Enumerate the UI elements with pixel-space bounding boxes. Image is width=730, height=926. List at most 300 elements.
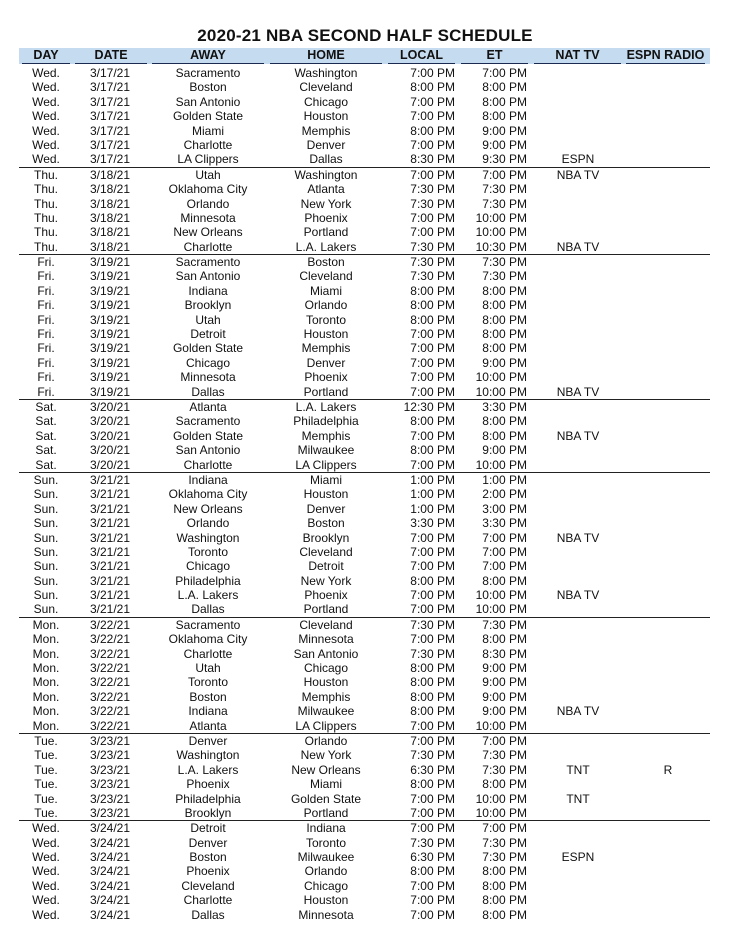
table-row bbox=[0, 255, 730, 269]
cell-et: 7:00 PM bbox=[482, 66, 527, 80]
cell-day: Wed. bbox=[32, 907, 60, 922]
cell-day: Fri. bbox=[37, 384, 55, 399]
cell-away: Sacramento bbox=[175, 66, 241, 80]
cell-et: 8:00 PM bbox=[482, 907, 527, 922]
cell-date: 3/21/21 bbox=[89, 602, 131, 617]
cell-home: Indiana bbox=[306, 821, 346, 836]
cell-local: 7:00 PM bbox=[410, 94, 455, 109]
cell-date: 3/24/21 bbox=[89, 893, 131, 908]
cell-away: Denver bbox=[188, 835, 228, 850]
cell-day: Thu. bbox=[33, 225, 58, 240]
cell-day: Mon. bbox=[32, 704, 60, 719]
cell-day: Wed. bbox=[32, 821, 60, 836]
cell-home: Detroit bbox=[308, 559, 344, 574]
cell-home: Houston bbox=[303, 675, 349, 690]
table-row bbox=[0, 443, 730, 457]
cell-date: 3/23/21 bbox=[89, 762, 131, 777]
cell-day: Wed. bbox=[32, 123, 60, 138]
cell-away: Dallas bbox=[191, 602, 225, 617]
cell-local: 7:00 PM bbox=[410, 370, 455, 385]
cell-day: Fri. bbox=[37, 341, 55, 356]
table-row bbox=[19, 240, 710, 255]
cell-date: 3/18/21 bbox=[89, 167, 131, 182]
cell-day: Wed. bbox=[32, 80, 60, 95]
table-row bbox=[0, 414, 730, 428]
cell-day: Sun. bbox=[33, 602, 59, 617]
cell-et: 3:00 PM bbox=[482, 501, 527, 516]
cell-date: 3/18/21 bbox=[89, 196, 131, 211]
column-header-local: LOCAL bbox=[388, 48, 455, 64]
cell-local: 7:30 PM bbox=[410, 748, 455, 763]
cell-home: Minnesota bbox=[298, 632, 354, 647]
cell-et: 3:30 PM bbox=[482, 516, 527, 531]
cell-date: 3/22/21 bbox=[89, 661, 131, 676]
cell-et: 10:00 PM bbox=[475, 718, 527, 733]
cell-local: 8:00 PM bbox=[410, 864, 455, 879]
cell-local: 1:00 PM bbox=[410, 501, 455, 516]
table-row bbox=[0, 647, 730, 661]
cell-local: 1:00 PM bbox=[410, 472, 455, 487]
cell-home: LA Clippers bbox=[295, 718, 357, 733]
table-row bbox=[0, 487, 730, 501]
cell-local: 3:30 PM bbox=[410, 516, 455, 531]
cell-et: 9:00 PM bbox=[482, 689, 527, 704]
table-row bbox=[0, 559, 730, 573]
cell-local: 6:30 PM bbox=[410, 762, 455, 777]
column-header-home: HOME bbox=[270, 48, 382, 64]
cell-home: Houston bbox=[303, 109, 349, 124]
cell-home: Cleveland bbox=[299, 617, 353, 632]
cell-away: Atlanta bbox=[189, 718, 227, 733]
cell-home: Denver bbox=[306, 355, 346, 370]
cell-home: Boston bbox=[307, 516, 345, 531]
table-row bbox=[0, 327, 730, 341]
cell-home: Chicago bbox=[303, 878, 349, 893]
cell-away: Sacramento bbox=[175, 414, 241, 429]
cell-et: 7:30 PM bbox=[482, 835, 527, 850]
cell-date: 3/17/21 bbox=[89, 137, 131, 152]
table-row bbox=[0, 748, 730, 762]
cell-day: Fri. bbox=[37, 255, 55, 270]
cell-tv: TNT bbox=[566, 762, 590, 777]
cell-home: Brooklyn bbox=[302, 530, 350, 545]
cell-day: Mon. bbox=[32, 718, 60, 733]
cell-date: 3/21/21 bbox=[89, 530, 131, 545]
schedule-table-body bbox=[0, 66, 730, 922]
cell-local: 8:00 PM bbox=[410, 704, 455, 719]
cell-local: 8:00 PM bbox=[410, 573, 455, 588]
cell-away: Utah bbox=[195, 661, 221, 676]
cell-away: Toronto bbox=[187, 544, 229, 559]
cell-date: 3/20/21 bbox=[89, 443, 131, 458]
cell-day: Wed. bbox=[32, 66, 60, 80]
cell-et: 7:30 PM bbox=[482, 748, 527, 763]
cell-local: 7:00 PM bbox=[410, 878, 455, 893]
cell-home: Phoenix bbox=[304, 210, 348, 225]
cell-away: Orlando bbox=[186, 516, 230, 531]
table-row bbox=[19, 152, 710, 167]
cell-away: Boston bbox=[189, 80, 227, 95]
table-row bbox=[0, 182, 730, 196]
cell-home: Milwaukee bbox=[297, 704, 355, 719]
cell-day: Sun. bbox=[33, 472, 59, 487]
cell-date: 3/17/21 bbox=[89, 152, 131, 167]
cell-et: 7:00 PM bbox=[482, 733, 527, 748]
cell-local: 7:30 PM bbox=[410, 269, 455, 284]
cell-date: 3/21/21 bbox=[89, 559, 131, 574]
cell-et: 9:00 PM bbox=[482, 661, 527, 676]
cell-day: Sat. bbox=[35, 443, 57, 458]
cell-tv: NBA TV bbox=[556, 530, 600, 545]
cell-local: 7:00 PM bbox=[410, 327, 455, 342]
cell-away: Brooklyn bbox=[184, 298, 232, 313]
cell-away: Sacramento bbox=[175, 617, 241, 632]
cell-home: L.A. Lakers bbox=[295, 399, 357, 414]
table-row bbox=[0, 284, 730, 298]
cell-local: 7:00 PM bbox=[410, 805, 455, 820]
cell-away: Chicago bbox=[185, 355, 231, 370]
cell-home: New York bbox=[300, 196, 352, 211]
cell-date: 3/21/21 bbox=[89, 501, 131, 516]
cell-day: Sun. bbox=[33, 588, 59, 603]
cell-date: 3/22/21 bbox=[89, 704, 131, 719]
cell-home: Minnesota bbox=[298, 907, 354, 922]
cell-home: Portland bbox=[303, 805, 349, 820]
cell-away: Minnesota bbox=[180, 370, 236, 385]
cell-date: 3/22/21 bbox=[89, 632, 131, 647]
cell-away: Charlotte bbox=[183, 646, 233, 661]
cell-away: Brooklyn bbox=[184, 805, 232, 820]
cell-home: Atlanta bbox=[307, 182, 345, 197]
cell-tv: NBA TV bbox=[556, 588, 600, 603]
table-row bbox=[0, 211, 730, 225]
cell-date: 3/21/21 bbox=[89, 588, 131, 603]
cell-home: Philadelphia bbox=[293, 414, 359, 429]
cell-et: 8:00 PM bbox=[482, 80, 527, 95]
cell-away: New Orleans bbox=[173, 225, 243, 240]
cell-local: 8:00 PM bbox=[410, 689, 455, 704]
cell-home: Miami bbox=[310, 283, 342, 298]
cell-home: Portland bbox=[303, 225, 349, 240]
cell-day: Fri. bbox=[37, 312, 55, 327]
cell-home: Washington bbox=[294, 66, 358, 80]
cell-local: 7:00 PM bbox=[410, 632, 455, 647]
cell-home: Houston bbox=[303, 893, 349, 908]
cell-date: 3/19/21 bbox=[89, 298, 131, 313]
cell-home: Portland bbox=[303, 602, 349, 617]
cell-away: San Antonio bbox=[175, 443, 241, 458]
cell-et: 10:00 PM bbox=[475, 805, 527, 820]
cell-et: 9:30 PM bbox=[482, 152, 527, 167]
cell-day: Sat. bbox=[35, 399, 57, 414]
cell-home: Denver bbox=[306, 137, 346, 152]
cell-day: Sat. bbox=[35, 457, 57, 472]
table-row bbox=[0, 661, 730, 675]
cell-local: 7:30 PM bbox=[410, 255, 455, 270]
column-header-nat-tv: NAT TV bbox=[534, 48, 621, 64]
cell-away: Cleveland bbox=[181, 878, 235, 893]
cell-home: Milwaukee bbox=[297, 443, 355, 458]
cell-home: LA Clippers bbox=[295, 457, 357, 472]
cell-away: Indiana bbox=[188, 472, 228, 487]
cell-et: 7:00 PM bbox=[482, 544, 527, 559]
cell-day: Tue. bbox=[34, 791, 58, 806]
cell-local: 7:00 PM bbox=[410, 167, 455, 182]
cell-date: 3/24/21 bbox=[89, 821, 131, 836]
cell-day: Sat. bbox=[35, 414, 57, 429]
cell-home: Phoenix bbox=[304, 588, 348, 603]
cell-day: Fri. bbox=[37, 370, 55, 385]
cell-et: 8:00 PM bbox=[482, 414, 527, 429]
cell-date: 3/23/21 bbox=[89, 777, 131, 792]
cell-away: Toronto bbox=[187, 675, 229, 690]
cell-day: Wed. bbox=[32, 152, 60, 167]
cell-et: 2:00 PM bbox=[482, 487, 527, 502]
cell-day: Wed. bbox=[32, 878, 60, 893]
cell-et: 10:00 PM bbox=[475, 588, 527, 603]
cell-et: 10:00 PM bbox=[475, 370, 527, 385]
cell-date: 3/17/21 bbox=[89, 109, 131, 124]
cell-date: 3/23/21 bbox=[89, 733, 131, 748]
cell-et: 8:00 PM bbox=[482, 327, 527, 342]
cell-away: Indiana bbox=[188, 283, 228, 298]
cell-et: 7:30 PM bbox=[482, 255, 527, 270]
cell-date: 3/21/21 bbox=[89, 472, 131, 487]
table-row bbox=[0, 298, 730, 312]
cell-home: Memphis bbox=[301, 123, 351, 138]
cell-home: New Orleans bbox=[291, 762, 361, 777]
cell-day: Sun. bbox=[33, 544, 59, 559]
cell-day: Sun. bbox=[33, 530, 59, 545]
cell-date: 3/18/21 bbox=[89, 239, 131, 254]
cell-day: Mon. bbox=[32, 675, 60, 690]
table-row bbox=[0, 225, 730, 239]
table-row bbox=[0, 574, 730, 588]
table-row bbox=[0, 313, 730, 327]
cell-away: Detroit bbox=[190, 327, 226, 342]
cell-day: Tue. bbox=[34, 733, 58, 748]
table-row bbox=[0, 429, 730, 443]
cell-date: 3/24/21 bbox=[89, 850, 131, 865]
cell-date: 3/21/21 bbox=[89, 573, 131, 588]
cell-tv: NBA TV bbox=[556, 384, 600, 399]
table-row bbox=[0, 545, 730, 559]
cell-date: 3/19/21 bbox=[89, 312, 131, 327]
cell-local: 7:00 PM bbox=[410, 791, 455, 806]
cell-et: 9:00 PM bbox=[482, 675, 527, 690]
cell-day: Sun. bbox=[33, 516, 59, 531]
cell-et: 8:00 PM bbox=[482, 109, 527, 124]
cell-day: Wed. bbox=[32, 893, 60, 908]
table-row bbox=[0, 124, 730, 138]
cell-day: Fri. bbox=[37, 298, 55, 313]
cell-away: Phoenix bbox=[186, 864, 230, 879]
cell-tv: NBA TV bbox=[556, 167, 600, 182]
cell-day: Mon. bbox=[32, 689, 60, 704]
table-row bbox=[0, 516, 730, 530]
cell-et: 8:00 PM bbox=[482, 283, 527, 298]
cell-et: 8:00 PM bbox=[482, 94, 527, 109]
cell-et: 9:00 PM bbox=[482, 443, 527, 458]
table-row bbox=[0, 269, 730, 283]
cell-home: Dallas bbox=[309, 152, 343, 167]
cell-date: 3/24/21 bbox=[89, 864, 131, 879]
cell-date: 3/21/21 bbox=[89, 516, 131, 531]
cell-home: Miami bbox=[310, 777, 342, 792]
column-header-date: DATE bbox=[75, 48, 147, 64]
table-row bbox=[19, 385, 710, 400]
cell-local: 7:00 PM bbox=[410, 457, 455, 472]
cell-date: 3/18/21 bbox=[89, 182, 131, 197]
cell-day: Mon. bbox=[32, 632, 60, 647]
cell-date: 3/21/21 bbox=[89, 487, 131, 502]
cell-et: 8:00 PM bbox=[482, 893, 527, 908]
cell-date: 3/18/21 bbox=[89, 210, 131, 225]
cell-home: Golden State bbox=[290, 791, 362, 806]
cell-day: Wed. bbox=[32, 835, 60, 850]
cell-et: 7:30 PM bbox=[482, 617, 527, 632]
table-row bbox=[0, 400, 730, 414]
cell-home: New York bbox=[300, 748, 352, 763]
cell-et: 9:00 PM bbox=[482, 137, 527, 152]
cell-day: Wed. bbox=[32, 137, 60, 152]
cell-home: Boston bbox=[307, 255, 345, 270]
cell-date: 3/19/21 bbox=[89, 327, 131, 342]
cell-home: Memphis bbox=[301, 341, 351, 356]
column-header-away: AWAY bbox=[152, 48, 264, 64]
cell-et: 9:00 PM bbox=[482, 123, 527, 138]
cell-away: Golden State bbox=[172, 428, 244, 443]
table-row bbox=[0, 588, 730, 602]
cell-home: Phoenix bbox=[304, 370, 348, 385]
cell-home: Orlando bbox=[304, 298, 348, 313]
cell-away: Golden State bbox=[172, 341, 244, 356]
cell-date: 3/22/21 bbox=[89, 675, 131, 690]
cell-day: Sun. bbox=[33, 501, 59, 516]
cell-date: 3/19/21 bbox=[89, 370, 131, 385]
cell-local: 8:30 PM bbox=[410, 152, 455, 167]
cell-et: 8:00 PM bbox=[482, 298, 527, 313]
cell-et: 7:30 PM bbox=[482, 762, 527, 777]
cell-et: 7:00 PM bbox=[482, 821, 527, 836]
cell-day: Thu. bbox=[33, 182, 58, 197]
cell-local: 7:00 PM bbox=[410, 210, 455, 225]
cell-local: 12:30 PM bbox=[403, 399, 455, 414]
cell-day: Tue. bbox=[34, 762, 58, 777]
cell-local: 7:00 PM bbox=[410, 907, 455, 922]
cell-tv: NBA TV bbox=[556, 428, 600, 443]
cell-et: 3:30 PM bbox=[482, 399, 527, 414]
cell-local: 7:00 PM bbox=[410, 893, 455, 908]
cell-local: 7:00 PM bbox=[410, 718, 455, 733]
table-row bbox=[19, 602, 710, 617]
cell-et: 10:00 PM bbox=[475, 225, 527, 240]
cell-away: Charlotte bbox=[183, 137, 233, 152]
cell-local: 7:30 PM bbox=[410, 239, 455, 254]
cell-away: Oklahoma City bbox=[168, 632, 248, 647]
cell-et: 9:00 PM bbox=[482, 704, 527, 719]
cell-date: 3/19/21 bbox=[89, 341, 131, 356]
cell-et: 7:30 PM bbox=[482, 269, 527, 284]
cell-tv: NBA TV bbox=[556, 239, 600, 254]
cell-local: 6:30 PM bbox=[410, 850, 455, 865]
table-row bbox=[0, 850, 730, 864]
cell-date: 3/19/21 bbox=[89, 283, 131, 298]
cell-et: 8:00 PM bbox=[482, 341, 527, 356]
cell-away: Oklahoma City bbox=[168, 487, 248, 502]
table-header bbox=[19, 48, 710, 64]
cell-et: 7:30 PM bbox=[482, 850, 527, 865]
cell-date: 3/22/21 bbox=[89, 718, 131, 733]
cell-away: Phoenix bbox=[186, 777, 230, 792]
cell-away: Boston bbox=[189, 689, 227, 704]
cell-date: 3/18/21 bbox=[89, 225, 131, 240]
cell-home: Chicago bbox=[303, 94, 349, 109]
cell-et: 1:00 PM bbox=[482, 472, 527, 487]
cell-et: 8:00 PM bbox=[482, 312, 527, 327]
cell-et: 10:00 PM bbox=[475, 457, 527, 472]
cell-day: Fri. bbox=[37, 283, 55, 298]
cell-away: Atlanta bbox=[189, 399, 227, 414]
cell-local: 8:00 PM bbox=[410, 443, 455, 458]
cell-et: 8:00 PM bbox=[482, 573, 527, 588]
cell-home: Houston bbox=[303, 487, 349, 502]
cell-et: 10:00 PM bbox=[475, 791, 527, 806]
cell-day: Tue. bbox=[34, 805, 58, 820]
cell-away: Golden State bbox=[172, 109, 244, 124]
cell-et: 7:00 PM bbox=[482, 167, 527, 182]
cell-et: 7:00 PM bbox=[482, 530, 527, 545]
cell-away: Charlotte bbox=[183, 893, 233, 908]
cell-date: 3/20/21 bbox=[89, 428, 131, 443]
cell-away: Dallas bbox=[191, 384, 225, 399]
table-row bbox=[0, 777, 730, 791]
table-row bbox=[0, 879, 730, 893]
cell-home: Toronto bbox=[305, 835, 347, 850]
cell-away: Boston bbox=[189, 850, 227, 865]
cell-away: Washington bbox=[176, 748, 240, 763]
cell-local: 1:00 PM bbox=[410, 487, 455, 502]
table-row bbox=[0, 675, 730, 689]
cell-home: Memphis bbox=[301, 689, 351, 704]
cell-et: 8:00 PM bbox=[482, 878, 527, 893]
cell-et: 9:00 PM bbox=[482, 355, 527, 370]
cell-local: 8:00 PM bbox=[410, 283, 455, 298]
cell-home: New York bbox=[300, 573, 352, 588]
cell-local: 7:00 PM bbox=[410, 428, 455, 443]
cell-local: 7:00 PM bbox=[410, 341, 455, 356]
table-row bbox=[19, 458, 710, 473]
cell-away: Philadelphia bbox=[175, 573, 241, 588]
table-row bbox=[0, 66, 730, 80]
cell-home: Toronto bbox=[305, 312, 347, 327]
cell-day: Sun. bbox=[33, 559, 59, 574]
cell-date: 3/20/21 bbox=[89, 457, 131, 472]
cell-date: 3/19/21 bbox=[89, 384, 131, 399]
table-row bbox=[0, 473, 730, 487]
table-row bbox=[0, 502, 730, 516]
cell-date: 3/21/21 bbox=[89, 544, 131, 559]
table-row bbox=[0, 109, 730, 123]
cell-et: 8:00 PM bbox=[482, 777, 527, 792]
cell-date: 3/19/21 bbox=[89, 355, 131, 370]
table-row bbox=[0, 531, 730, 545]
cell-local: 8:00 PM bbox=[410, 80, 455, 95]
cell-et: 8:00 PM bbox=[482, 428, 527, 443]
cell-date: 3/24/21 bbox=[89, 907, 131, 922]
cell-day: Mon. bbox=[32, 661, 60, 676]
cell-et: 10:00 PM bbox=[475, 210, 527, 225]
